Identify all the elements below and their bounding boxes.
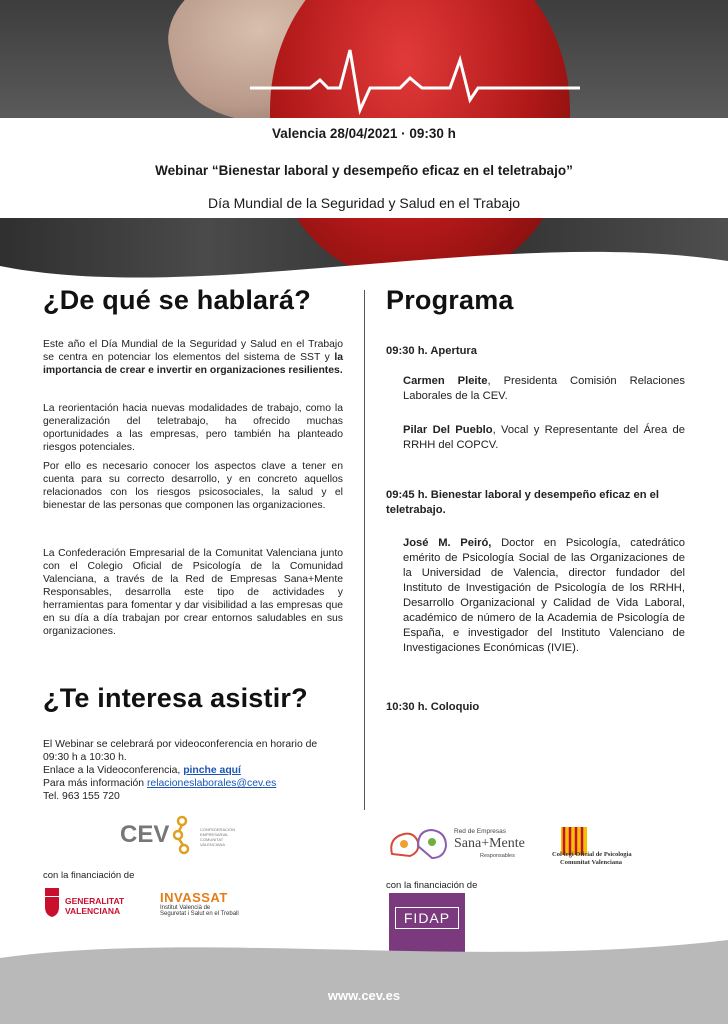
heading-program: Programa [386, 285, 514, 315]
attend-info: El Webinar se celebrará por videoconferencia en horario de 09:30 h a 10:30 h. Enlace a la Videoconferencia, pinche aquí Para más información relacioneslaborales@cev.es Tel. 963 155 720 [43, 738, 343, 803]
speaker-jose-peiro: José M. Peiró, Doctor en Psicología, catedrático emérito de Psicología Social de las Organizaciones de la Universidad de Valencia, director fundador del Instituto de Investigación de Psicología de los RRHH, Desarrollo Organizacional y Calidad de Vida Laboral, académico de número de la Academia de Psicología de España, e investigador del Instituto Valenciano de Investigaciones Económicas (IVIE). [403, 537, 686, 654]
ecg-line-icon [250, 40, 580, 120]
heading-attend: ¿Te interesa asistir? [43, 683, 308, 713]
webinar-title: Webinar “Bienestar laboral y desempeño eficaz en el teletrabajo” [155, 163, 573, 178]
paragraph-cev: La Confederación Empresarial de la Comunitat Valenciana junto con el Colegio Oficial de Psicología de la Comunidad Valenciana, a través de la Red de Empresas Sana+Mente Responsables, desarrolla este tipo de actividades y herramientas para fomentar y dar visibilidad a las empresas que en su día a día trabajan por crear entornos saludables en sus organizaciones. [43, 548, 343, 637]
phone-number: Tel. 963 155 720 [43, 791, 120, 802]
heads-icon [388, 826, 450, 866]
invassat-logo: INVASSAT Institut Valencià de Seguretat i Salut en el Treball [160, 890, 239, 917]
footer-website-link[interactable]: www.cev.es [327, 988, 401, 1003]
intro-paragraph: Este año el Día Mundial de la Seguridad y Salud en el Trabajo se centra en potenciar los elementos del sistema de SST y la importancia de crear e invertir en organizaciones resilientes. [43, 339, 343, 376]
column-divider [364, 290, 365, 810]
event-subtitle: Día Mundial de la Seguridad y Salud en el Trabajo [207, 195, 521, 211]
program-slot-colloquium: 10:30 h. Coloquio [386, 701, 480, 713]
red-sanamente-logo: Red de Empresas Sana+Mente Responsables [388, 826, 538, 866]
paragraph-key-aspects: Por ello es necesario conocer los aspectos clave a tener en cuenta para su correcto desarrollo, y en concreto aquellos relacionados con los riesgos psicosociales, la salud y el bienestar de las personas que componen las organizaciones. [43, 461, 343, 511]
generalitat-shield-icon [43, 888, 61, 918]
email-link[interactable]: relacioneslaborales@cev.es [146, 778, 277, 789]
cev-icon [170, 815, 196, 855]
generalitat-logo: GENERALITAT VALENCIANA [43, 888, 143, 920]
event-date: Valencia 28/04/2021 · 09:30 h [272, 126, 456, 141]
videoconference-link[interactable]: pinche aquí [183, 765, 241, 776]
heading-topics: ¿De qué se hablará? [43, 285, 311, 315]
fidap-logo: FIDAP [389, 893, 465, 955]
footer-wave [0, 930, 728, 1024]
speaker-carmen-pleite: Carmen Pleite, Presidenta Comisión Relaciones Laborales de la CEV. [403, 375, 685, 402]
program-slot-talk: 09:45 h. Bienestar laboral y desempeño eficaz en el teletrabajo. [386, 489, 659, 516]
event-title-box [0, 118, 728, 218]
paragraph-telework: La reorientación hacia nuevas modalidades de trabajo, como la generalización del teletrabajo, ha ofrecido muchas oportunidades a las empresas, pero también ha planteado riesgos potenciales. [43, 403, 343, 453]
program-slot-opening: 09:30 h. Apertura [386, 345, 477, 357]
cev-logo: CEV CONFEDERACIÓN EMPRESARIAL COMUNITAT VALENCIANA [120, 815, 250, 855]
speaker-pilar-del-pueblo: Pilar Del Pueblo, Vocal y Representante del Área de RRHH del COPCV. [403, 424, 685, 451]
cop-logo: Col·legi Oficial de Psicologia Comunitat Valenciana [552, 826, 692, 866]
financing-label-left: con la financiación de [43, 870, 135, 881]
financing-label-right: con la financiación de [386, 880, 478, 891]
